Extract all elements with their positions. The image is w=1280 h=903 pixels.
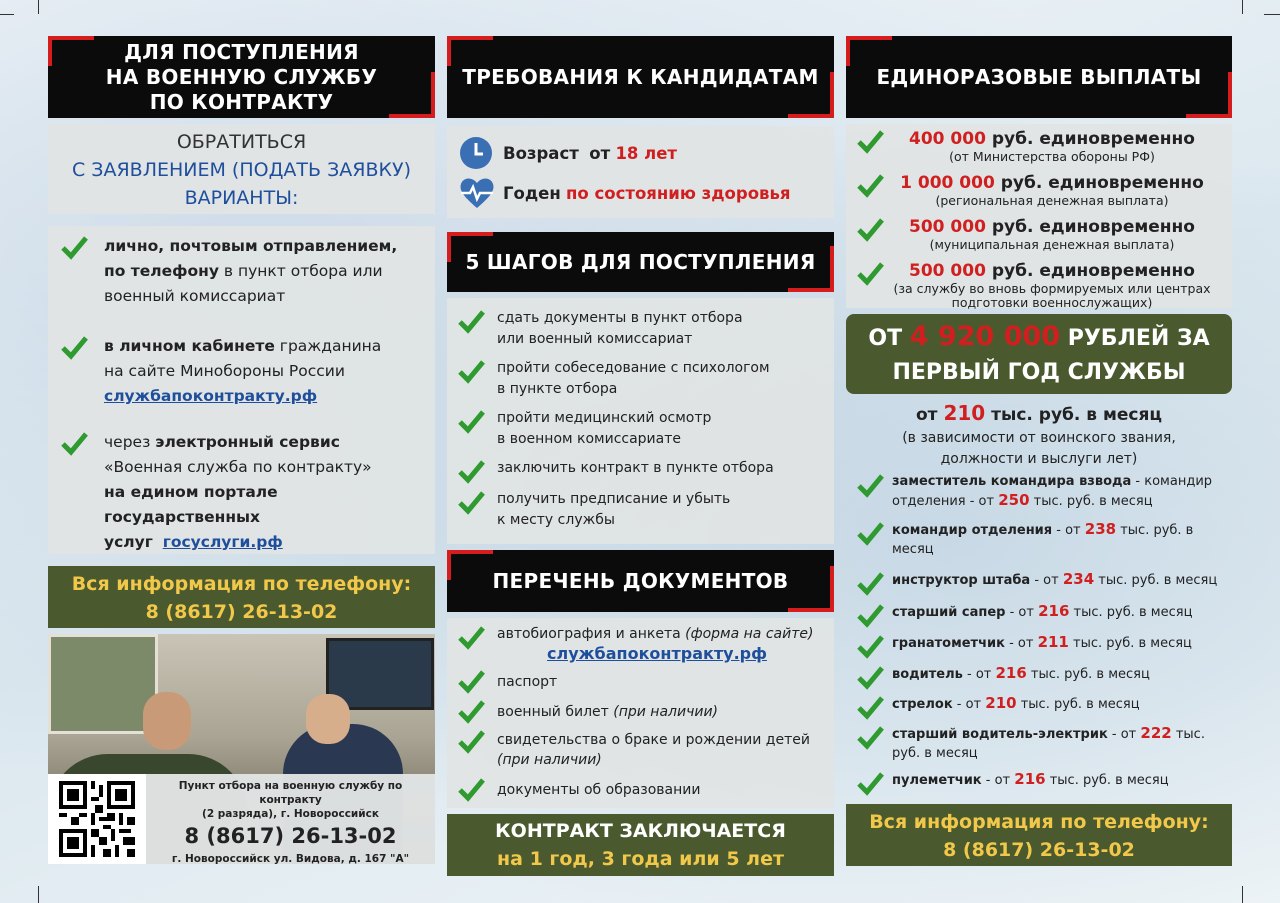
enrollment-header [48,36,435,118]
payment-item [856,260,1232,310]
option-text: на сайте Минобороны России [104,362,345,380]
check-icon [457,489,485,517]
position-role: старший водитель-электрик [892,727,1108,742]
phone-info-box [846,804,1232,866]
column-requirements [447,36,834,876]
document-note: (при наличии) [613,704,719,720]
card-phone: 8 (8617) 26-13-02 [184,824,397,848]
poster-image [48,634,158,734]
option-text: в пункт отбора или [218,262,383,280]
position-text: тыс. руб. в месяц [1068,636,1192,651]
crop-mark [1264,14,1280,15]
position-text: - от [952,697,986,712]
position-text: тыс. руб. в месяц [1016,697,1140,712]
position-text: тыс. руб. в месяц [1069,605,1193,620]
card-address: г. Новороссийск ул. Видова, д. 167 "А" [171,853,410,864]
option-in-person [60,234,427,334]
position-item [856,724,1232,770]
payments-header [846,36,1232,118]
monthly-text: от [916,405,944,425]
position-item [856,694,1232,724]
option-text: на едином портале государственных [104,483,278,526]
document-text: паспорт [497,674,558,690]
payment-amount: 500 000 [909,217,986,237]
option-text: через [104,433,156,451]
position-amount: 250 [998,491,1030,509]
document-item [457,698,834,728]
steps-header [447,232,834,292]
requirements-header [447,36,834,118]
crop-mark [0,14,14,15]
step-line: к месту службы [497,512,615,528]
check-icon [457,308,485,336]
apply-intro [48,124,435,214]
check-icon [457,668,485,696]
check-icon [457,408,485,436]
check-icon [856,172,884,200]
qr-code-icon [59,781,135,857]
column-payments [846,36,1232,861]
positions-list [846,472,1232,800]
position-text: - от [1005,605,1039,620]
contract-terms: на 1 год, 3 года или 5 лет [497,848,784,870]
position-amount: 222 [1140,724,1172,742]
payment-item [856,172,1232,216]
option-text: электронный сервис [155,433,340,451]
total-amount-box [846,314,1232,394]
position-text: - от [981,773,1015,788]
position-text: тыс. руб. в месяц [1045,773,1169,788]
step-item [457,489,834,539]
header-title: ПЕРЕЧЕНЬ ДОКУМЕНТОВ [492,569,789,593]
crop-mark [38,0,39,14]
position-amount: 210 [985,694,1017,712]
total-text: ОТ [868,326,910,351]
option-text: лично, почтовым отправлением, [104,237,398,255]
payment-item [856,216,1232,260]
position-text: - от [1030,573,1063,588]
apply-options [48,226,435,554]
position-text: тыс. руб. в месяц [892,523,1194,557]
step-line: заключить контракт в пункте отбора [497,460,774,476]
step-item [457,358,834,408]
option-text: в личном кабинете [104,337,275,355]
total-text: РУБЛЕЙ ЗА [1060,326,1210,351]
check-icon [457,358,485,386]
payment-note: (муниципальная денежная выплата) [929,237,1175,252]
position-text: - от [1052,523,1085,538]
position-text: - от [962,667,996,682]
req-value: 18 лет [615,143,677,163]
recruitment-card [146,774,435,864]
check-icon [457,698,485,726]
check-icon [856,570,884,598]
step-line: сдать документы в пункт отбора [497,310,743,326]
check-icon [457,458,485,486]
check-icon [457,776,485,804]
payment-text: руб. единовременно [985,129,1195,149]
intro-line: ОБРАТИТЬСЯ [176,131,307,153]
intro-line: С ЗАЯВЛЕНИЕМ (ПОДАТЬ ЗАЯВКУ) [71,159,412,181]
payment-item [856,128,1232,172]
position-amount: 216 [1014,770,1046,788]
card-title: Пункт отбора на военную службу по контракту [178,780,403,806]
position-amount: 216 [1038,602,1070,620]
requirement-health [459,172,834,214]
position-role: заместитель командира взвода [892,474,1132,489]
step-item [457,308,834,358]
document-text: автобиография и анкета [497,626,686,642]
monthly-amount: 210 [943,401,986,425]
phone-info-number: 8 (8617) 26-13-02 [145,601,338,623]
step-line: или военный комиссариат [497,331,693,347]
payment-text: руб. единовременно [994,173,1204,193]
monthly-note: (в зависимости от воинского звания, [902,430,1176,446]
position-item [856,520,1232,570]
column-enrollment [48,36,435,864]
position-item [856,633,1232,664]
step-line: получить предписание и убыть [497,491,731,507]
position-amount: 216 [995,664,1027,682]
phone-info-box [48,566,435,628]
check-icon [856,602,884,630]
option-text: военный комиссариат [104,287,286,305]
position-item [856,664,1232,694]
position-item [856,570,1232,602]
position-role: стрелок [892,697,953,712]
option-text: по телефону [104,262,219,280]
position-item [856,472,1232,520]
recruitment-photo [48,634,435,864]
check-icon [856,260,884,288]
check-icon [856,128,884,156]
requirement-age [459,134,834,172]
total-text: ПЕРВЫЙ ГОД СЛУЖБЫ [892,360,1186,385]
position-role: гранатометчик [892,636,1005,651]
position-amount: 234 [1062,570,1095,588]
document-item [457,728,834,776]
step-line: в военном комиссариате [497,431,682,447]
option-text: «Военная служба по контракту» [104,458,372,476]
phone-info-label: Вся информация по телефону: [71,573,412,595]
position-text: тыс. руб. в месяц [892,727,1205,761]
crop-mark [1242,886,1243,903]
check-icon [856,664,884,692]
card-title: (2 разряда), г. Новороссийск [202,808,379,820]
documents-list [447,618,834,808]
step-line: в пункте отбора [497,381,618,397]
header-line: ДЛЯ ПОСТУПЛЕНИЯ [124,39,359,64]
position-text: - от [1004,636,1038,651]
check-icon [856,472,884,500]
clock-icon [459,136,493,170]
position-text: тыс. руб. в месяц [1026,667,1150,682]
monthly-note: должности и выслуги лет) [940,451,1138,467]
req-label: Годен [503,183,561,203]
intro-line: ВАРИАНТЫ: [184,187,299,209]
position-text: тыс. руб. в месяц [1029,494,1153,509]
payment-text: руб. единовременно [985,261,1195,281]
check-icon [457,728,485,756]
payment-text: руб. единовременно [985,217,1195,237]
option-text: услуг [104,533,153,551]
step-item [457,458,834,489]
check-icon [856,216,884,244]
header-line: ПО КОНТРАКТУ [149,89,334,114]
document-note: (форма на сайте) [685,626,814,642]
steps-list [447,298,834,544]
option-text: гражданина [274,337,382,355]
document-text: военный билет [497,704,614,720]
option-gosuslugi [60,430,427,555]
heart-pulse-icon [459,176,495,210]
header-title: 5 ШАГОВ ДЛЯ ПОСТУПЛЕНИЯ [465,250,816,274]
position-text: - от [1107,727,1141,742]
check-icon [457,624,485,652]
contract-term-box [447,814,834,876]
monthly-text: тыс. руб. в месяц [985,405,1162,425]
requirements-list [447,126,834,218]
document-text: документы об образовании [497,782,701,798]
position-item [856,602,1232,633]
position-item [856,770,1232,800]
position-role: командир отделения [892,523,1053,538]
position-role: пулеметчик [892,773,982,788]
mod-site-link[interactable]: службапоконтракту.рф [104,387,318,405]
candidate-head [306,694,350,744]
check-icon [856,770,884,798]
gosuslugi-link[interactable]: госуслуги.рф [162,533,283,551]
header-title: ЕДИНОРАЗОВЫЕ ВЫПЛАТЫ [876,65,1202,89]
phone-info-number: 8 (8617) 26-13-02 [943,839,1135,861]
phone-info-label: Вся информация по телефону: [869,811,1209,833]
check-icon [60,234,88,262]
crop-mark [1242,0,1243,14]
req-value: по состоянию здоровья [566,183,791,203]
qr-code[interactable] [48,774,146,864]
payments-list [846,124,1232,308]
payment-note: (за службу во вновь формируемых или центрах подготовки военнослужащих) [893,281,1211,310]
step-item [457,408,834,458]
document-text: свидетельства о браке и рождении детей [497,732,810,748]
position-text: тыс. руб. в месяц [1094,573,1218,588]
step-line: пройти собеседование с психологом [497,360,770,376]
payment-note: (региональная денежная выплата) [935,193,1169,208]
check-icon [856,694,884,722]
req-text: от [589,143,611,163]
documents-header [447,550,834,612]
check-icon [60,430,88,458]
position-role: инструктор штаба [892,573,1031,588]
header-line: НА ВОЕННУЮ СЛУЖБУ [105,64,378,89]
document-item [457,668,834,698]
crop-mark [38,886,39,903]
payment-note: (от Министерства обороны РФ) [949,149,1155,164]
mod-site-link[interactable]: службапоконтракту.рф [547,644,767,663]
position-amount: 238 [1084,520,1117,538]
check-icon [60,334,88,362]
document-note: (при наличии) [497,752,602,768]
payment-amount: 500 000 [909,261,986,281]
total-amount: 4 920 000 [909,321,1061,352]
header-title: ТРЕБОВАНИЯ К КАНДИДАТАМ [462,65,819,89]
monthly-pay [846,400,1232,470]
check-icon [856,520,884,548]
document-item [457,624,834,668]
req-label: Возраст [503,143,579,163]
position-text: - командир отделения - от [892,474,1213,509]
soldier-head [143,692,191,750]
step-line: пройти медицинский осмотр [497,410,712,426]
position-role: старший сапер [892,605,1006,620]
payment-amount: 1 000 000 [900,173,995,193]
check-icon [856,633,884,661]
contract-title: КОНТРАКТ ЗАКЛЮЧАЕТСЯ [495,820,786,842]
position-role: водитель [892,667,963,682]
option-personal-cabinet [60,334,427,430]
position-amount: 211 [1037,633,1069,651]
document-item [457,776,834,806]
payment-amount: 400 000 [909,129,986,149]
check-icon [856,724,884,752]
